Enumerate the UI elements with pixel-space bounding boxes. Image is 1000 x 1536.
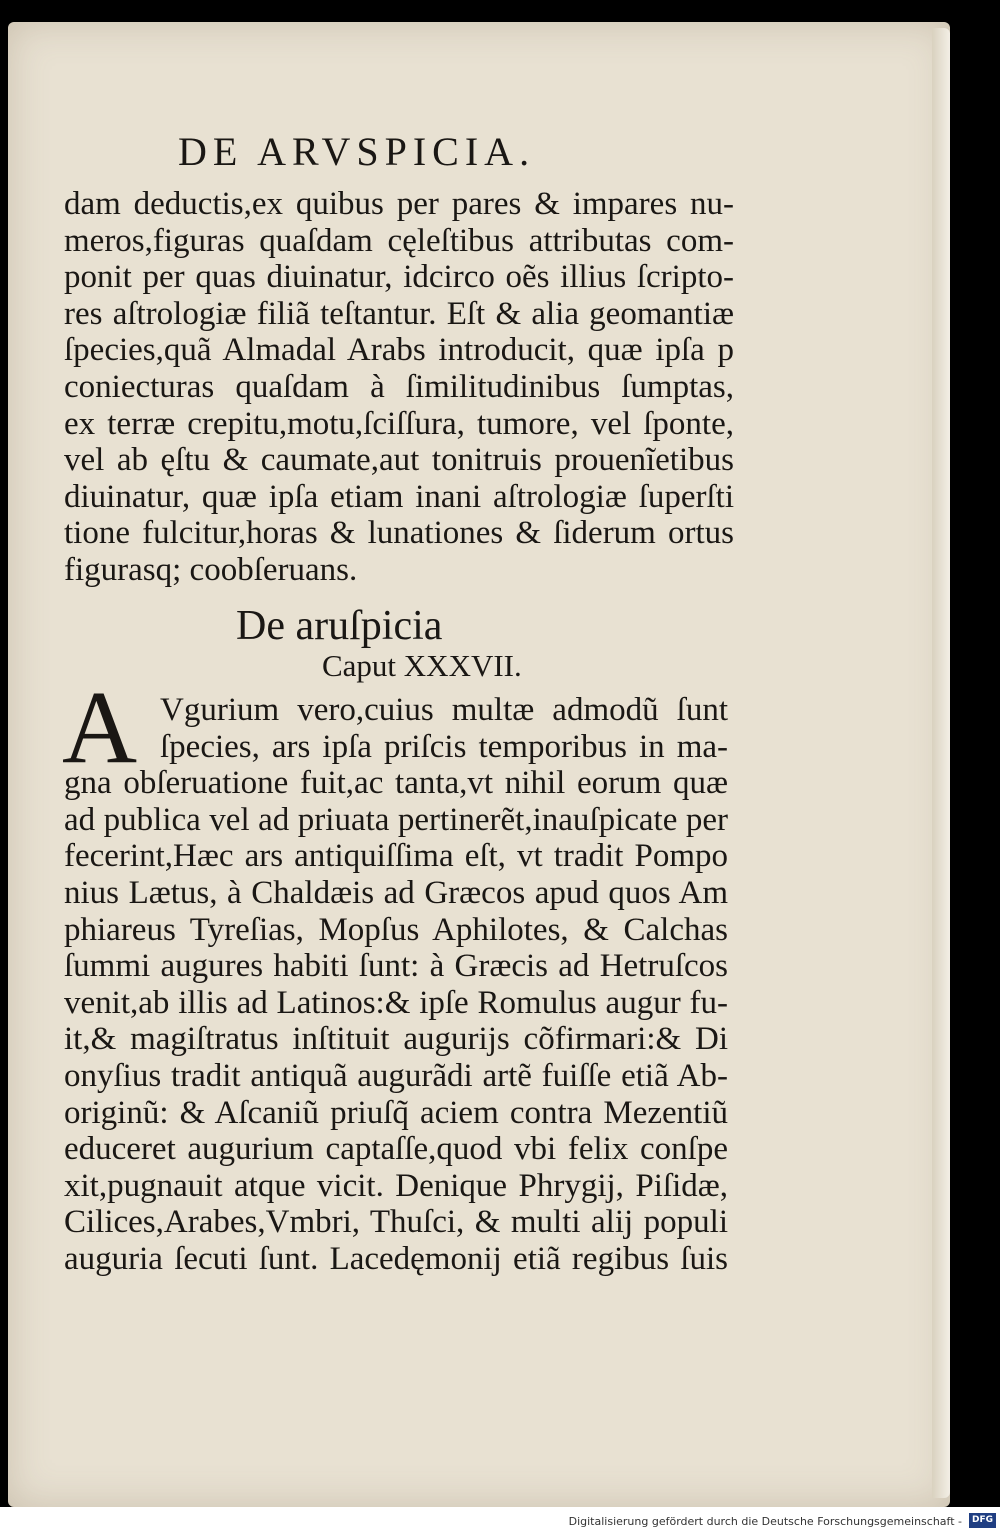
chapter-title: De aruſpicia xyxy=(236,603,443,649)
dfg-logo: DFG xyxy=(969,1513,996,1528)
text-line: ex terræ crepitu,motu,ſciſſura, tumore, vel ſponte, xyxy=(64,405,734,442)
drop-cap: A xyxy=(62,670,138,785)
text-line: dam deductis,ex quibus per pares & impares nu- xyxy=(64,186,734,222)
text-line: xit,pugnauit atque vicit. Denique Phrygij, Piſidæ, xyxy=(64,1167,728,1204)
text-line: phiareus Tyreſias, Mopſus Aphilotes, & Calchas xyxy=(64,911,728,948)
text-line: res aſtrologiæ filiã teſtantur. Eſt & alia geomantiæ xyxy=(64,295,734,332)
running-head: DE ARVSPICIA. xyxy=(178,129,536,174)
funding-credit: Digitalisierung gefördert durch die Deutsche Forschungsgemeinschaft - xyxy=(568,1515,962,1528)
text-line: meros,figuras quaſdam cęleſtibus attributas com- xyxy=(64,222,734,259)
text-line: Vgurium vero,cuius multæ admodũ ſunt xyxy=(160,692,728,728)
text-line: coniecturas quaſdam à ſimilitudinibus ſumptas, xyxy=(64,368,734,405)
text-line: gna obſeruatione fuit,ac tanta,vt nihil eorum quæ xyxy=(64,765,728,802)
footer-bar xyxy=(0,1507,1000,1536)
text-line: educeret augurium captaſſe,quod vbi felix conſpe xyxy=(64,1131,728,1168)
text-line: fecerint,Hæc ars antiquiſſima eſt, vt tradit Pompo xyxy=(64,838,728,875)
text-line: figurasq; coobſeruans. xyxy=(64,551,358,588)
text-line: vel ab ęſtu & caumate,aut tonitruis prouenĩetibus xyxy=(64,442,734,479)
text-line: ſpecies,quã Almadal Arabs introducit, quæ ipſa p xyxy=(64,332,734,369)
text-line: Cilices,Arabes,Vmbri, Thuſci, & multi alij populi xyxy=(64,1204,728,1241)
text-line: ſummi augures habiti ſunt: à Græcis ad Hetruſcos xyxy=(64,948,728,985)
text-line: originũ: & Aſcaniũ priuſq̃ aciem contra Mezentiũ xyxy=(64,1094,728,1131)
text-line: ponit per quas diuinatur, idcirco oẽs illius ſcripto- xyxy=(64,259,734,296)
text-line: auguria ſecuti ſunt. Lacedęmonij etiã regibus ſuis xyxy=(64,1240,728,1277)
page-edge xyxy=(932,28,950,1498)
text-line: nius Lætus, à Chaldæis ad Græcos apud quos Am xyxy=(64,874,728,911)
text-line: diuinatur, quæ ipſa etiam inani aſtrologiæ ſuperſti xyxy=(64,478,734,515)
chapter-subtitle: Caput XXXVII. xyxy=(322,648,522,683)
text-line: ad publica vel ad priuata pertinerẽt,inauſpicate per xyxy=(64,801,728,838)
text-line: it,& magiſtratus inſtituit augurijs cõfirmari:& Di xyxy=(64,1021,728,1058)
text-line: venit,ab illis ad Latinos:& ipſe Romulus augur fu- xyxy=(64,984,728,1021)
chapter-paragraph xyxy=(64,692,728,1278)
text-line: onyſius tradit antiquã augurãdi artẽ fuiſſe etiã Ab- xyxy=(64,1057,728,1094)
paragraph xyxy=(64,186,734,589)
text-line: ſpecies, ars ipſa priſcis temporibus in ma- xyxy=(160,728,728,765)
text-line: tione fulcitur,horas & lunationes & ſiderum ortus xyxy=(64,515,734,552)
